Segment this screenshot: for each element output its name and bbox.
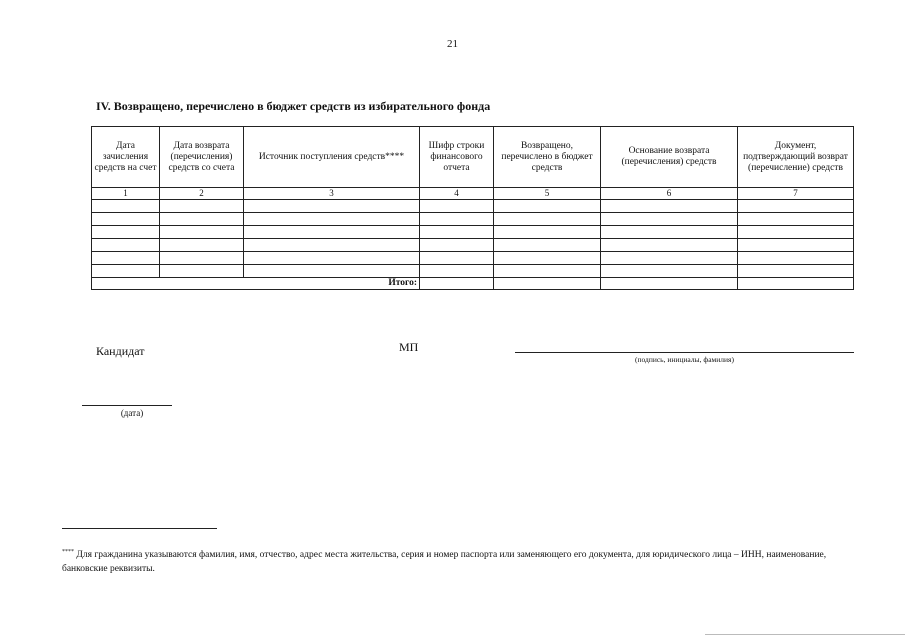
candidate-label: Кандидат xyxy=(96,344,145,358)
table-header-row xyxy=(92,127,854,188)
table-cell xyxy=(601,252,738,265)
table-cell xyxy=(92,252,160,265)
table-row xyxy=(92,200,854,213)
column-number: 4 xyxy=(420,188,494,200)
column-number: 3 xyxy=(244,188,420,200)
table-cell xyxy=(494,265,601,278)
total-cell xyxy=(601,278,738,290)
column-header: Шифр строки финансового отчета xyxy=(420,127,494,188)
table-cell xyxy=(92,200,160,213)
table-cell xyxy=(601,213,738,226)
table-cell xyxy=(244,226,420,239)
table-row xyxy=(92,226,854,239)
table-cell xyxy=(244,213,420,226)
signature-line xyxy=(515,352,854,353)
table-cell xyxy=(92,239,160,252)
table-cell xyxy=(420,213,494,226)
total-cell xyxy=(494,278,601,290)
table-row xyxy=(92,213,854,226)
table-cell xyxy=(160,213,244,226)
table-cell xyxy=(420,265,494,278)
column-header: Основание возврата (перечисления) средств xyxy=(601,127,738,188)
table-cell xyxy=(494,226,601,239)
column-number: 7 xyxy=(738,188,854,200)
footnote-text: Для гражданина указываются фамилия, имя, отчество, адрес места жительства, серия и номер паспорта или заменяющего его документа, для юридического лица – ИНН, наименование, банковские реквизиты. xyxy=(62,550,827,574)
table-cell xyxy=(494,239,601,252)
table-cell xyxy=(92,265,160,278)
column-header: Документ, подтверждающий возврат (перечисление) средств xyxy=(738,127,854,188)
table-cell xyxy=(244,252,420,265)
table-cell xyxy=(420,252,494,265)
column-number-row xyxy=(92,188,854,200)
footnote-rule xyxy=(62,528,217,529)
page-number: 21 xyxy=(447,38,458,50)
section-title: IV. Возвращено, перечислено в бюджет средств из избирательного фонда xyxy=(96,99,491,113)
table-row xyxy=(92,265,854,278)
table-cell xyxy=(601,239,738,252)
column-header: Источник поступления средств**** xyxy=(244,127,420,188)
table-cell xyxy=(738,252,854,265)
stamp-label: МП xyxy=(399,340,419,354)
date-caption: (дата) xyxy=(120,408,144,418)
column-number: 2 xyxy=(160,188,244,200)
column-number: 1 xyxy=(92,188,160,200)
table-cell xyxy=(601,226,738,239)
table-cell xyxy=(420,200,494,213)
table-cell xyxy=(494,252,601,265)
table-cell xyxy=(244,200,420,213)
footnote xyxy=(62,548,852,576)
table-cell xyxy=(244,239,420,252)
table-cell xyxy=(738,226,854,239)
table-cell xyxy=(420,226,494,239)
table-cell xyxy=(160,265,244,278)
table-cell xyxy=(92,226,160,239)
column-header: Возвращено, перечислено в бюджет средств xyxy=(494,127,601,188)
total-cell xyxy=(420,278,494,290)
total-label: Итого: xyxy=(92,278,420,290)
table-cell xyxy=(160,252,244,265)
returns-table xyxy=(91,126,854,290)
column-number: 6 xyxy=(601,188,738,200)
table-cell xyxy=(160,239,244,252)
table-cell xyxy=(601,265,738,278)
table-cell xyxy=(738,213,854,226)
table-cell xyxy=(738,265,854,278)
table-cell xyxy=(420,239,494,252)
table-row xyxy=(92,252,854,265)
column-header: Дата возврата (перечисления) средств со счета xyxy=(160,127,244,188)
page-edge-line xyxy=(705,634,905,635)
table-cell xyxy=(601,200,738,213)
table-cell xyxy=(738,239,854,252)
signature-caption: (подпись, инициалы, фамилия) xyxy=(634,355,735,364)
table-cell xyxy=(494,200,601,213)
column-number: 5 xyxy=(494,188,601,200)
total-cell xyxy=(738,278,854,290)
table-row xyxy=(92,239,854,252)
table-cell xyxy=(738,200,854,213)
date-line xyxy=(82,405,172,406)
table-cell xyxy=(160,226,244,239)
total-row xyxy=(92,278,854,290)
table-cell xyxy=(160,200,244,213)
table-cell xyxy=(494,213,601,226)
column-header: Дата зачисления средств на счет xyxy=(92,127,160,188)
table-cell xyxy=(92,213,160,226)
footnote-marker: **** xyxy=(62,549,74,555)
table-cell xyxy=(244,265,420,278)
